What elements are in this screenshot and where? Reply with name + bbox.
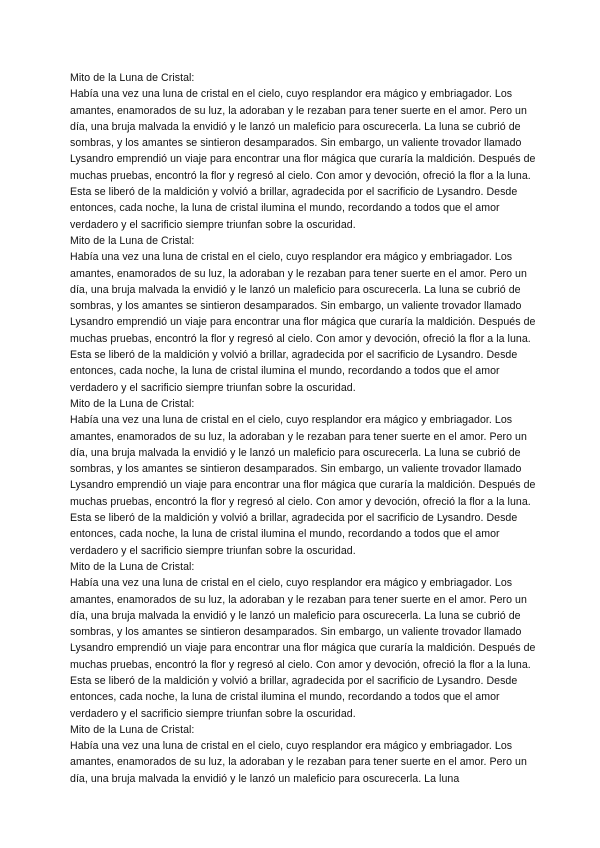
story-body: Había una vez una luna de cristal en el cielo, cuyo resplandor era mágico y embriagador. Los amantes, enamorados de su luz, la adoraban y le rezaban para tener suerte en el amor. Pero un día, una bruja malvada la envidió y le lanzó un maleficio para oscurecerla. La luna se cubrió de sombras, y los amantes se sintieron desamparados. Sin embargo, un valiente trovador llamado Lysandro emprendió un viaje para encontrar una flor mágica que curaría la maldición. Después de muchas pruebas, encontró la flor y regresó al cielo. Con amor y devoción, ofreció la flor a la luna. Esta se liberó de la maldición y volvió a brillar, agradecida por el sacrificio de Lysandro. Desde entonces, cada noche, la luna de cristal ilumina el mundo, recordando a todos que el amor verdadero y el sacrificio siempre triunfan sobre la oscuridad. [70, 577, 536, 720]
story-block [70, 396, 540, 559]
document-text [70, 70, 540, 787]
story-body: Había una vez una luna de cristal en el cielo, cuyo resplandor era mágico y embriagador. Los amantes, enamorados de su luz, la adoraban y le rezaban para tener suerte en el amor. Pero un día, una bruja malvada la envidió y le lanzó un maleficio para oscurecerla. La luna se cubrió de sombras, y los amantes se sintieron desamparados. Sin embargo, un valiente trovador llamado Lysandro emprendió un viaje para encontrar una flor mágica que curaría la maldición. Después de muchas pruebas, encontró la flor y regresó al cielo. Con amor y devoción, ofreció la flor a la luna. Esta se liberó de la maldición y volvió a brillar, agradecida por el sacrificio de Lysandro. Desde entonces, cada noche, la luna de cristal ilumina el mundo, recordando a todos que el amor verdadero y el sacrificio siempre triunfan sobre la oscuridad. [70, 88, 536, 231]
story-title: Mito de la Luna de Cristal: [70, 397, 195, 410]
story-title: Mito de la Luna de Cristal: [70, 723, 195, 736]
story-block [70, 233, 540, 396]
story-block [70, 559, 540, 722]
story-block [70, 722, 540, 787]
story-block [70, 70, 540, 233]
story-title: Mito de la Luna de Cristal: [70, 234, 195, 247]
story-title: Mito de la Luna de Cristal: [70, 72, 195, 84]
story-body: Había una vez una luna de cristal en el cielo, cuyo resplandor era mágico y embriagador. Los amantes, enamorados de su luz, la adoraban y le rezaban para tener suerte en el amor. Pero un día, una bruja malvada la envidió y le lanzó un maleficio para oscurecerla. La luna se cubrió de sombras, y los amantes se sintieron desamparados. Sin embargo, un valiente trovador llamado Lysandro emprendió un viaje para encontrar una flor mágica que curaría la maldición. Después de muchas pruebas, encontró la flor y regresó al cielo. Con amor y devoción, ofreció la flor a la luna. Esta se liberó de la maldición y volvió a brillar, agradecida por el sacrificio de Lysandro. Desde entonces, cada noche, la luna de cristal ilumina el mundo, recordando a todos que el amor verdadero y el sacrificio siempre triunfan sobre la oscuridad. [70, 414, 536, 557]
story-body: Había una vez una luna de cristal en el cielo, cuyo resplandor era mágico y embriagador. Los amantes, enamorados de su luz, la adoraban y le rezaban para tener suerte en el amor. Pero un día, una bruja malvada la envidió y le lanzó un maleficio para oscurecerla. La luna se cubrió de sombras, y los amantes se sintieron desamparados. Sin embargo, un valiente trovador llamado Lysandro emprendió un viaje para encontrar una flor mágica que curaría la maldición. Después de muchas pruebas, encontró la flor y regresó al cielo. Con amor y devoción, ofreció la flor a la luna. Esta se liberó de la maldición y volvió a brillar, agradecida por el sacrificio de Lysandro. Desde entonces, cada noche, la luna de cristal ilumina el mundo, recordando a todos que el amor verdadero y el sacrificio siempre triunfan sobre la oscuridad. [70, 251, 536, 394]
story-body: Había una vez una luna de cristal en el cielo, cuyo resplandor era mágico y embriagador. Los amantes, enamorados de su luz, la adoraban y le rezaban para tener suerte en el amor. Pero un día, una bruja malvada la envidió y le lanzó un maleficio para oscurecerla. La luna [70, 740, 527, 785]
story-title: Mito de la Luna de Cristal: [70, 560, 195, 573]
